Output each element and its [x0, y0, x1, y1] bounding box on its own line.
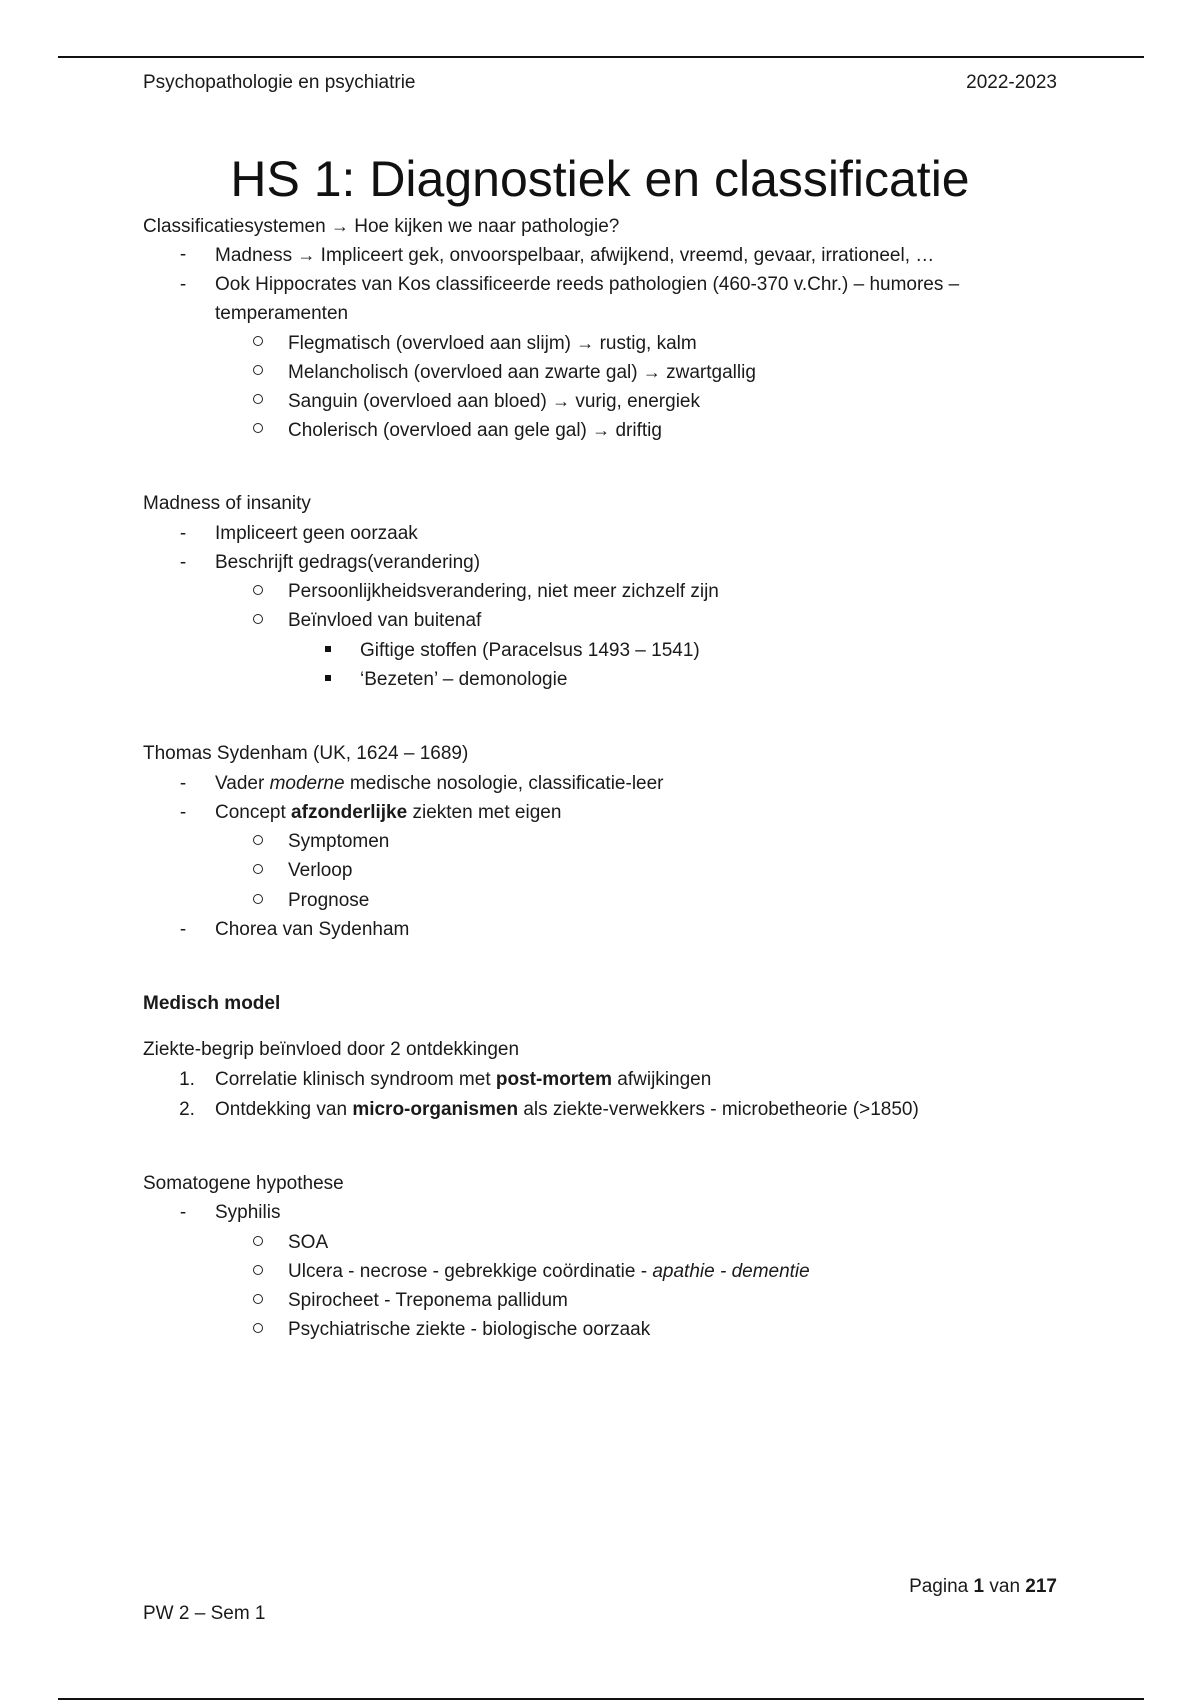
item-emphasis: moderne — [269, 773, 345, 794]
arrow-right-icon: → — [330, 216, 349, 236]
item-text: Correlatie klinisch syndroom met — [215, 1069, 496, 1090]
list-item — [215, 1066, 711, 1094]
circle-bullet-icon — [243, 857, 273, 885]
circle-bullet-icon — [243, 387, 273, 415]
list-item: Giftige stoffen (Paracelsus 1493 – 1541) — [360, 640, 700, 661]
item-text: rustig, kalm — [599, 333, 697, 354]
item-text: Ontdekking van — [215, 1099, 353, 1120]
item-text: als ziekte-verwekkers - microbetheorie (>1850) — [518, 1099, 919, 1120]
list-item — [215, 770, 664, 798]
list-item — [288, 1258, 810, 1286]
circle-bullet-icon — [243, 828, 273, 856]
list-item: Beschrijft gedrags(verandering) — [215, 552, 481, 573]
page-prefix: Pagina — [909, 1576, 974, 1597]
circle-bullet-icon — [243, 329, 273, 357]
item-bold: micro-organismen — [352, 1099, 519, 1120]
list-number: 2. — [179, 1099, 195, 1120]
dash-bullet: - — [179, 773, 187, 794]
circle-bullet-icon — [243, 887, 273, 915]
dash-bullet: - — [179, 919, 187, 940]
list-item: Symptomen — [288, 831, 390, 852]
dash-bullet: - — [179, 1202, 187, 1223]
section-heading: Somatogene hypothese — [143, 1173, 344, 1194]
page-title: HS 1: Diagnostiek en classificatie — [230, 151, 970, 207]
list-item: Ook Hippocrates van Kos classificeerde reeds pathologien (460-370 v.Chr.) – humores – — [215, 274, 960, 295]
section-heading: Madness of insanity — [143, 493, 311, 514]
list-item: Impliceert geen oorzaak — [215, 523, 418, 544]
square-bullet-icon — [313, 666, 343, 694]
item-text: Sanguin (overvloed aan bloed) — [288, 391, 547, 412]
item-text: Cholerisch (overvloed aan gele gal) — [288, 420, 587, 441]
intro-text: Classificatiesystemen — [143, 216, 326, 237]
list-item: Beïnvloed van buitenaf — [288, 610, 482, 631]
dash-bullet: - — [179, 552, 187, 573]
item-text: Vader — [215, 773, 270, 794]
circle-bullet-icon — [243, 416, 273, 444]
page-total: 217 — [1025, 1576, 1057, 1597]
list-item-continuation: temperamenten — [215, 303, 349, 324]
header-year: 2022-2023 — [966, 72, 1057, 93]
list-item — [215, 1096, 919, 1124]
list-item: Verloop — [288, 860, 353, 881]
arrow-right-icon: → — [576, 333, 595, 353]
list-item — [215, 241, 934, 269]
arrow-right-icon: → — [297, 245, 316, 265]
arrow-right-icon: → — [552, 391, 571, 411]
dash-bullet: - — [179, 244, 187, 265]
arrow-right-icon: → — [592, 420, 611, 440]
list-item: Spirocheet - Treponema pallidum — [288, 1290, 568, 1311]
item-text: Melancholisch (overvloed aan zwarte gal) — [288, 362, 638, 383]
list-number: 1. — [179, 1069, 195, 1090]
item-text: zwartgallig — [666, 362, 756, 383]
item-bold: afzonderlijke — [291, 802, 408, 823]
list-item: Psychiatrische ziekte - biologische oorzaak — [288, 1319, 651, 1340]
item-text: vurig, energiek — [575, 391, 700, 412]
item-emphasis: apathie - dementie — [652, 1261, 810, 1282]
circle-bullet-icon — [243, 1316, 273, 1344]
page-mid: van — [984, 1576, 1026, 1597]
item-text: afwijkingen — [612, 1069, 712, 1090]
section-heading: Thomas Sydenham (UK, 1624 – 1689) — [143, 743, 469, 764]
circle-bullet-icon — [243, 358, 273, 386]
list-item: Prognose — [288, 890, 370, 911]
item-text: driftig — [615, 420, 662, 441]
list-item — [215, 799, 561, 827]
footer-semester: PW 2 – Sem 1 — [143, 1603, 266, 1624]
page-number — [909, 1576, 1057, 1598]
list-item: Syphilis — [215, 1202, 281, 1223]
dash-bullet: - — [179, 802, 187, 823]
list-item: ‘Bezeten’ – demonologie — [360, 669, 568, 690]
item-text: Flegmatisch (overvloed aan slijm) — [288, 333, 571, 354]
circle-bullet-icon — [243, 1287, 273, 1315]
item-text: Ulcera - necrose - gebrekkige coördinatie - — [288, 1261, 653, 1282]
dash-bullet: - — [179, 274, 187, 295]
list-item — [288, 416, 662, 444]
list-item: Chorea van Sydenham — [215, 919, 410, 940]
item-bold: post-mortem — [495, 1069, 612, 1090]
list-item — [288, 387, 700, 415]
section-heading-bold: Medisch model — [143, 993, 281, 1014]
arrow-right-icon: → — [642, 362, 661, 382]
item-text: Impliceert gek, onvoorspelbaar, afwijkend, vreemd, gevaar, irrationeel, … — [320, 245, 935, 266]
circle-bullet-icon — [243, 1229, 273, 1257]
dash-bullet: - — [179, 523, 187, 544]
list-item: Persoonlijkheidsverandering, niet meer zichzelf zijn — [288, 581, 719, 602]
section-intro: Ziekte-begrip beïnvloed door 2 ontdekkingen — [143, 1039, 520, 1060]
section-intro — [143, 212, 619, 240]
list-item — [288, 329, 697, 357]
item-text: Concept — [215, 802, 292, 823]
page-current: 1 — [973, 1576, 985, 1597]
circle-bullet-icon — [243, 607, 273, 635]
list-item: SOA — [288, 1232, 329, 1253]
item-text: medische nosologie, classificatie-leer — [344, 773, 664, 794]
item-text: ziekten met eigen — [407, 802, 562, 823]
item-text: Madness — [215, 245, 293, 266]
list-item — [288, 358, 756, 386]
header-course: Psychopathologie en psychiatrie — [143, 72, 416, 93]
intro-question: Hoe kijken we naar pathologie? — [354, 216, 620, 237]
square-bullet-icon — [313, 637, 343, 665]
circle-bullet-icon — [243, 578, 273, 606]
circle-bullet-icon — [243, 1258, 273, 1286]
header-rule — [58, 56, 1144, 58]
